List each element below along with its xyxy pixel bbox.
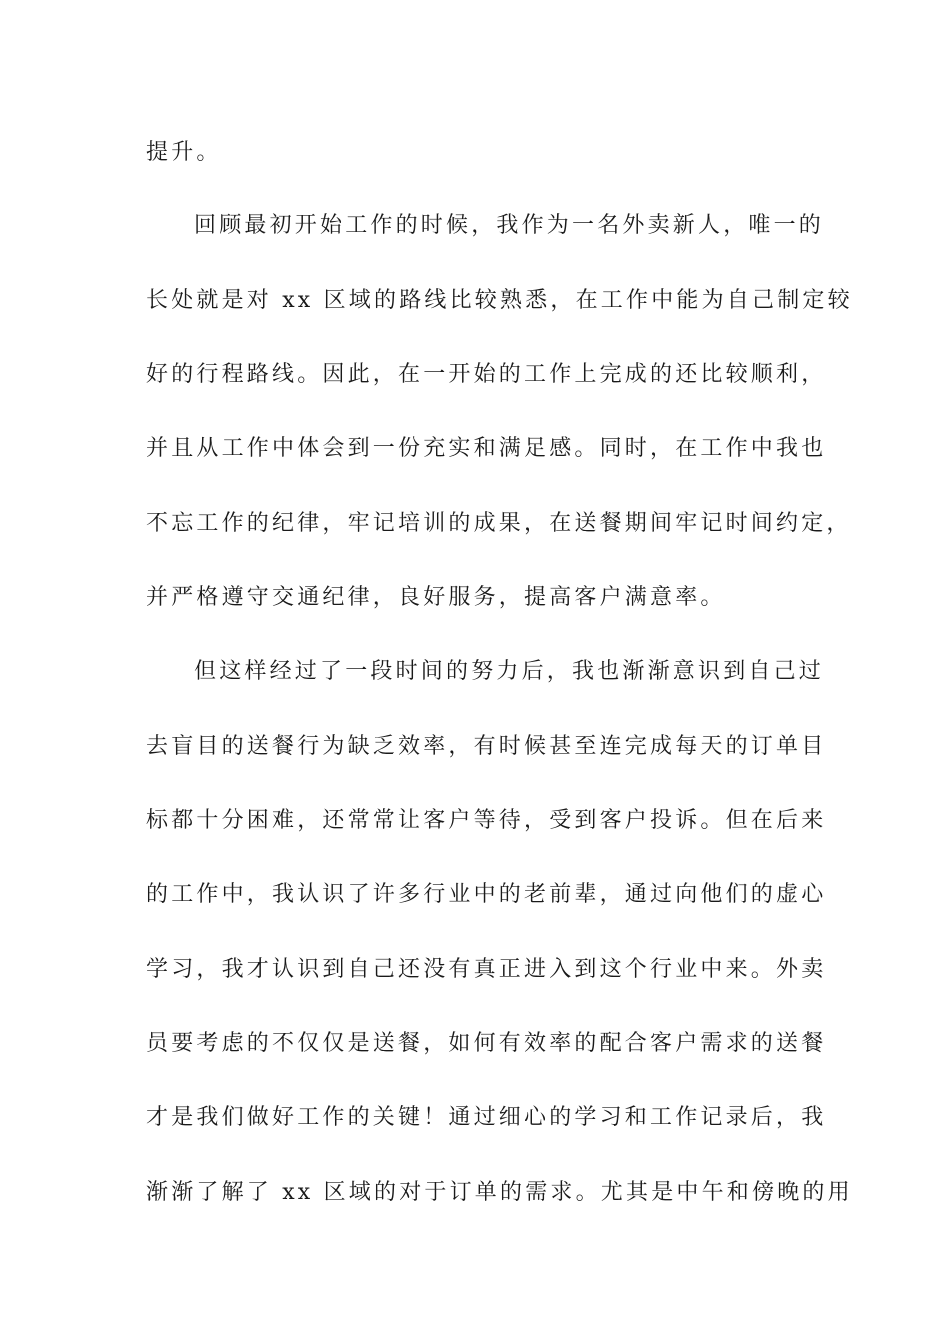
- text-line: 的工作中，我认识了许多行业中的老前辈，通过向他们的虚心: [146, 882, 827, 907]
- text-line: 不忘工作的纪律，牢记培训的成果，在送餐期间牢记时间约定，: [146, 511, 852, 536]
- text-line: 并且从工作中体会到一份充实和满足感。同时，在工作中我也: [146, 436, 827, 461]
- text-line: 渐渐了解了 xx 区域的对于订单的需求。尤其是中午和傍晚的用: [146, 1180, 853, 1205]
- text-line: 学习，我才认识到自己还没有真正进入到这个行业中来。外卖: [146, 957, 827, 982]
- text-line: 去盲目的送餐行为缺乏效率，有时候甚至连完成每天的订单目: [146, 734, 827, 759]
- paragraph-start-line: 但这样经过了一段时间的努力后，我也渐渐意识到自己过: [194, 659, 825, 684]
- text-line: 提升。: [146, 140, 222, 165]
- text-line: 并严格遵守交通纪律，良好服务，提高客户满意率。: [146, 585, 726, 610]
- paragraph-start-line: 回顾最初开始工作的时候，我作为一名外卖新人，唯一的: [194, 213, 825, 238]
- text-line: 员要考虑的不仅仅是送餐，如何有效率的配合客户需求的送餐: [146, 1031, 827, 1056]
- text-line: 好的行程路线。因此，在一开始的工作上完成的还比较顺利，: [146, 362, 827, 387]
- text-line: 才是我们做好工作的关键！通过细心的学习和工作记录后，我: [146, 1105, 827, 1130]
- text-line: 长处就是对 xx 区域的路线比较熟悉，在工作中能为自己制定较: [146, 288, 853, 313]
- text-line: 标都十分困难，还常常让客户等待，受到客户投诉。但在后来: [146, 808, 827, 833]
